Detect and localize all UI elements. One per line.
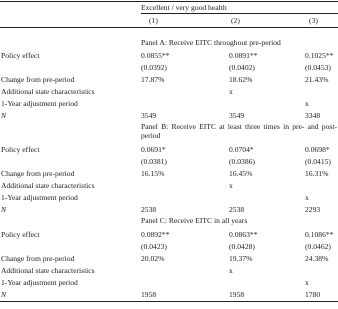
panel-a-policy-effect-label: Policy effect	[1, 51, 40, 60]
panel-b-n-3: 2293	[305, 205, 321, 214]
panel-a-change-label: Change from pre-period	[1, 75, 75, 84]
panel-a-policy-effect-3: 0.1025**	[305, 51, 334, 60]
panel-b-std-err-2: (0.0386)	[229, 157, 255, 166]
panel-c-adjustment-mark-3: x	[305, 278, 309, 287]
panel-b-n-label: N	[1, 205, 7, 214]
column-header-3: (3)	[309, 16, 318, 25]
panel-c-change-label: Change from pre-period	[1, 254, 75, 263]
panel-a-n-3: 3348	[305, 111, 321, 120]
panel-c-policy-effect-2: 0.0863**	[229, 230, 258, 239]
panel-c-state-chars-label: Additional state characteristics	[1, 266, 95, 275]
panel-a-n-1: 3549	[141, 111, 157, 120]
panel-a-adjustment-mark-3: x	[305, 99, 309, 108]
panel-a-change-3: 21.43%	[305, 75, 329, 84]
panel-b-policy-effect-1: 0.0691*	[141, 145, 166, 154]
panel-b-std-err-3: (0.0415)	[305, 157, 331, 166]
panel-b-change-2: 16.45%	[229, 169, 253, 178]
panel-b-state-chars-mark-2: x	[229, 181, 233, 190]
top-rule	[0, 1, 338, 2]
panel-a-state-chars-label: Additional state characteristics	[1, 87, 95, 96]
panel-c-n-2: 1958	[229, 290, 245, 299]
panel-b-adjustment-label: 1-Year adjustment period	[1, 193, 78, 202]
panel-a-std-err-2: (0.0402)	[229, 63, 255, 72]
panel-c-n-3: 1780	[305, 290, 321, 299]
panel-c-title: Panel C: Receive EITC in all years	[141, 216, 248, 225]
panel-c-policy-effect-1: 0.0892**	[141, 230, 170, 239]
panel-a-std-err-1: (0.0392)	[141, 63, 167, 72]
panel-b-change-label: Change from pre-period	[1, 169, 75, 178]
panel-c-std-err-2: (0.0428)	[229, 242, 255, 251]
panel-c-n-1: 1958	[141, 290, 157, 299]
panel-a-policy-effect-1: 0.0855**	[141, 51, 170, 60]
panel-c-change-2: 19.37%	[229, 254, 253, 263]
panel-a-change-2: 18.62%	[229, 75, 253, 84]
panel-b-n-2: 2538	[229, 205, 245, 214]
group-header: Excellent / very good health	[141, 3, 227, 12]
panel-b-policy-effect-label: Policy effect	[1, 145, 40, 154]
panel-c-policy-effect-label: Policy effect	[1, 230, 40, 239]
column-header-2: (2)	[231, 16, 240, 25]
panel-a-policy-effect-2: 0.0891**	[229, 51, 258, 60]
panel-c-std-err-1: (0.0423)	[141, 242, 167, 251]
panel-c-change-3: 24.38%	[305, 254, 329, 263]
panel-b-state-chars-label: Additional state characteristics	[1, 181, 95, 190]
panel-b-policy-effect-3: 0.0698*	[305, 145, 330, 154]
panel-a-change-1: 17.87%	[141, 75, 165, 84]
panel-b-title: Panel B: Receive EITC at least three times in pre- and post-period	[141, 122, 337, 140]
panel-a-state-chars-mark-2: x	[229, 87, 233, 96]
panel-b-adjustment-mark-3: x	[305, 193, 309, 202]
panel-c-n-label: N	[1, 290, 7, 299]
panel-b-change-1: 16.15%	[141, 169, 165, 178]
panel-c-policy-effect-3: 0.1086**	[305, 230, 334, 239]
panel-a-title: Panel A: Receive EITC throughout pre-period	[141, 38, 281, 47]
column-header-1: (1)	[149, 16, 158, 25]
panel-a-n-label: N	[1, 111, 7, 120]
group-header-underline	[141, 13, 338, 14]
panel-b-n-1: 2538	[141, 205, 157, 214]
panel-a-std-err-3: (0.0453)	[305, 63, 331, 72]
panel-c-std-err-3: (0.0462)	[305, 242, 331, 251]
panel-b-policy-effect-2: 0.0704*	[229, 145, 254, 154]
header-rule	[0, 27, 338, 28]
panel-b-change-3: 16.31%	[305, 169, 329, 178]
bottom-rule	[0, 301, 338, 302]
panel-a-n-2: 3549	[229, 111, 245, 120]
panel-b-std-err-1: (0.0381)	[141, 157, 167, 166]
panel-c-adjustment-label: 1-Year adjustment period	[1, 278, 78, 287]
panel-c-state-chars-mark-2: x	[229, 266, 233, 275]
panel-c-change-1: 20.02%	[141, 254, 165, 263]
panel-a-adjustment-label: 1-Year adjustment period	[1, 99, 78, 108]
